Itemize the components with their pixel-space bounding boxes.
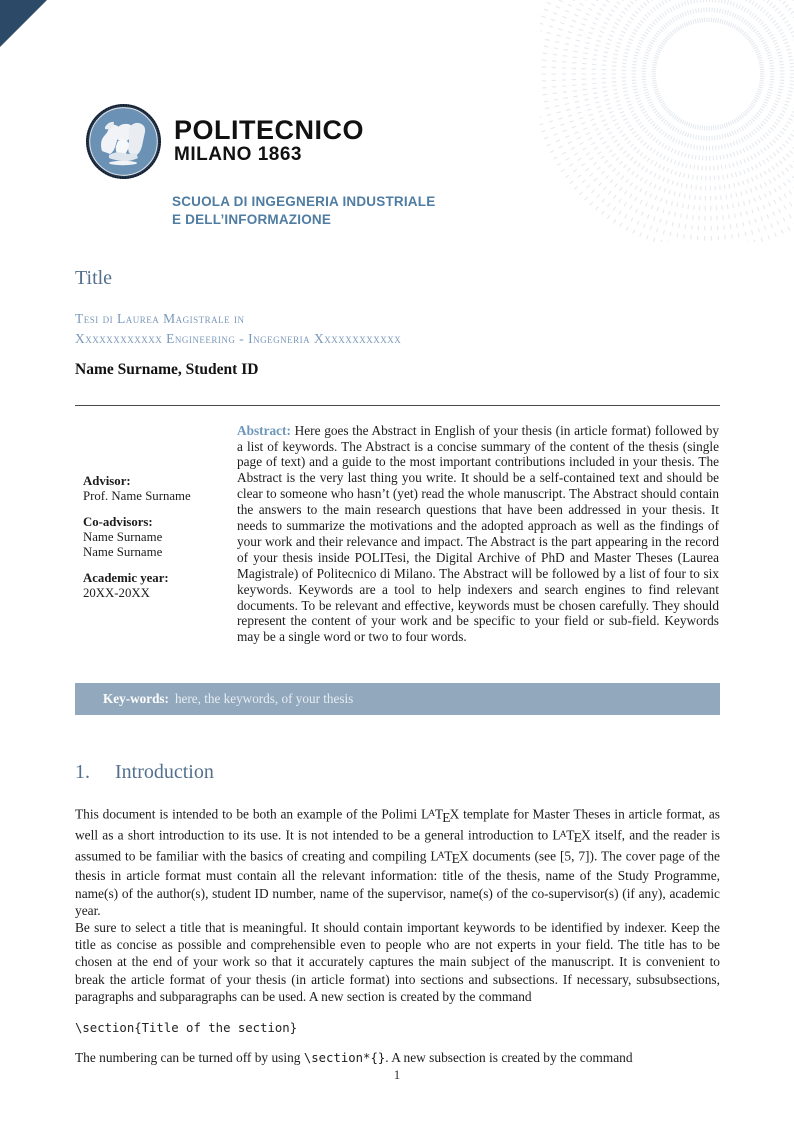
separator-rule <box>75 405 720 406</box>
keywords-label: Key-words: <box>103 691 169 707</box>
school-line-1: SCUOLA DI INGEGNERIA INDUSTRIALE <box>172 194 436 209</box>
body-paragraph-3 <box>75 1050 720 1066</box>
inline-code: \section*{} <box>303 1051 386 1066</box>
advisor-sidebar <box>75 423 237 646</box>
advisor-name: Prof. Name Surname <box>83 488 191 503</box>
school-name <box>172 193 720 228</box>
section-number: 1. <box>75 761 90 784</box>
logo-block <box>75 103 720 180</box>
thesis-title: Title <box>75 267 113 290</box>
section-heading <box>75 761 720 784</box>
body-paragraph-2: Be sure to select a title that is meaningful. It should contain important keywords to be identified by indexer. Keep the title as concise as possible and comprehensible even to people who are not experts in your field. The title has to be chosen at the end of your work so that it accurately captures the main subject of the manuscript. It is convenient to break the article format of your thesis (in article format) into sections and subsections. If necessary, subsubsections, paragraphs and subparagraphs can be used. A new section is created by the command <box>75 920 720 1004</box>
wordmark-line-1: POLITECNICO <box>174 115 365 145</box>
coadvisors-group <box>83 515 237 560</box>
academic-year-value: 20XX-20XX <box>83 586 150 601</box>
polimi-wordmark <box>174 116 364 166</box>
abstract-paragraph <box>237 423 719 646</box>
coadvisor-name: Name Surname <box>83 544 163 559</box>
academic-year-group <box>83 571 237 601</box>
section-title: Introduction <box>115 761 214 784</box>
coadvisors-label: Co-advisors: <box>83 514 153 529</box>
school-line-2: E DELL’INFORMAZIONE <box>172 211 332 227</box>
abstract-text: Here goes the Abstract in English of your thesis (in article format) followed by a list of keywords. The Abstract is a concise summary of the content of the thesis (single page of text) and a guide to the most important contributions included in your thesis. The Abstract is the very last thing you write. It should be a self-contained text and should be clear to someone who hasn’t (yet) read the whole manuscript. The Abstract should contain the answers to the main research questions that have been addressed in your thesis. It needs to summarize the motivations and the adopted approach as well as the findings of your work and their relevance and impact. The Abstract is the part appearing in the record of your thesis inside POLITesi, the Digital Archive of PhD and Master Theses (Laurea Magistrale) of Politecnico di Milano. The Abstract will be followed by a list of four to six keywords. Keywords are a tool to help indexers and search engines to find relevant documents. To be relevant and effective, keywords must be chosen carefully. They should represent the content of your work and be specific to your field or sub-field. Keywords may be a single word or two to four words. <box>237 422 719 645</box>
abstract-label: Abstract: <box>237 422 291 438</box>
code-block: \section{Title of the section} <box>75 1021 298 1036</box>
page-content <box>75 0 720 1066</box>
coadvisor-name: Name Surname <box>83 529 163 544</box>
programme-line-2: Xxxxxxxxxxxx Engineering - Ingegneria Xxxxxxxxxxxx <box>75 331 402 347</box>
paragraph-3-text-before: The numbering can be turned off by using <box>75 1050 304 1066</box>
page-number: 1 <box>393 1067 401 1082</box>
advisor-label: Advisor: <box>83 473 131 488</box>
wordmark-line-2: MILANO 1863 <box>174 144 302 166</box>
author-line: Name Surname, Student ID <box>75 360 259 378</box>
programme-line-1: Tesi di Laurea Magistrale in <box>75 311 245 327</box>
keywords-text: here, the keywords, of your thesis <box>174 691 354 707</box>
corner-triangle-decoration <box>0 0 47 47</box>
keywords-bar <box>75 683 720 715</box>
abstract-area <box>75 423 720 646</box>
advisor-group <box>83 474 237 504</box>
body-text <box>75 805 720 1005</box>
paragraph-3-text-after: . A new subsection is created by the command <box>385 1050 633 1066</box>
body-paragraph-1: This document is intended to be both an example of the Polimi $L^ATEX$ template for Master Theses in article format, as well as a short introduction to its use. It is not intended to be a general introduction to $L^ATEX$ itself, and the reader is assumed to be familiar with the basics of creating and compiling $L^ATEX$ documents (see [5, 7]). The cover page of the thesis in article format must contain all the relevant information: title of the thesis, name of the Study Programme, name(s) of the author(s), student ID number, name of the supervisor, name(s) of the co-supervisor(s) (if any), academic year. <box>75 806 721 918</box>
programme-block <box>75 309 720 350</box>
polimi-seal-icon <box>85 103 162 180</box>
academic-year-label: Academic year: <box>83 571 169 586</box>
